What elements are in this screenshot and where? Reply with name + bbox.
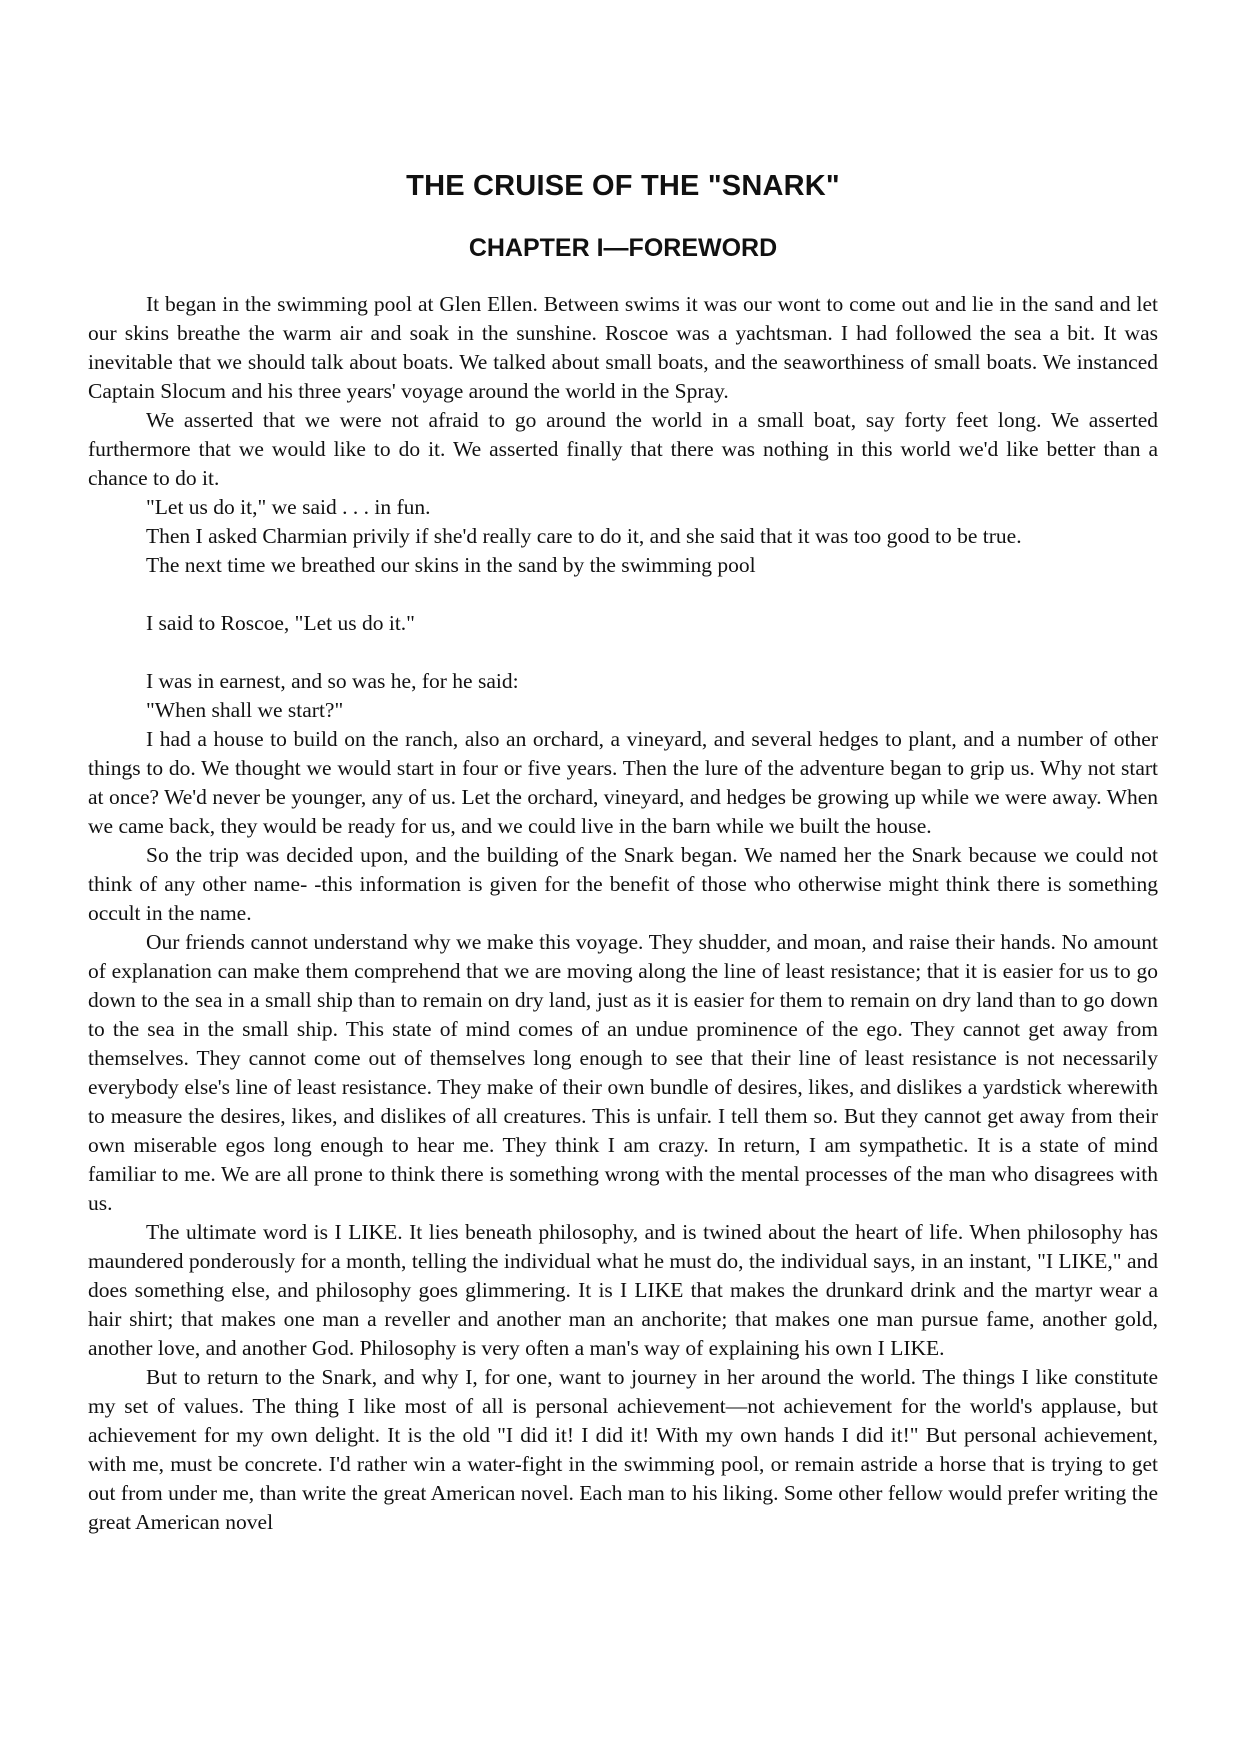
chapter-heading: CHAPTER I—FOREWORD [468,234,778,262]
paragraph: I said to Roscoe, "Let us do it." [146,611,415,635]
paragraph: "Let us do it," we said . . . in fun. [146,495,431,519]
paragraph: The next time we breathed our skins in the sand by the swimming pool [146,553,756,577]
paragraph: I had a house to build on the ranch, also an orchard, a vineyard, and several hedges to plant, and a number of other things to do. We thought we would start in four or five years. Then the lure of the adventure began to grip us. Why not start at once? We'd never be younger, any of us. Let the orchard, vineyard, and hedges be growing up while we were away. When we came back, they would be ready for us, and we could live in the barn while we built the house. [88,727,1158,838]
paragraph: It began in the swimming pool at Glen Ellen. Between swims it was our wont to come out and lie in the sand and let our skins breathe the warm air and soak in the sunshine. Roscoe was a yachtsman. I had followed the sea a bit. It was inevitable that we should talk about boats. We talked about small boats, and the seaworthiness of small boats. We instanced Captain Slocum and his three years' voyage around the world in the Spray. [88,292,1158,403]
book-title: THE CRUISE OF THE "SNARK" [406,170,840,202]
paragraph: So the trip was decided upon, and the building of the Snark began. We named her the Snark because we could not think of any other name- -this information is given for the benefit of those who otherwise might think there is something occult in the name. [88,843,1158,925]
paragraph: Then I asked Charmian privily if she'd really care to do it, and she said that it was too good to be true. [146,524,1022,548]
paragraph: "When shall we start?" [146,698,344,722]
document-page [88,168,1158,1537]
paragraph: We asserted that we were not afraid to go around the world in a small boat, say forty feet long. We asserted furthermore that we would like to do it. We asserted finally that there was nothing in this world we'd like better than a chance to do it. [88,408,1158,490]
paragraph: Our friends cannot understand why we make this voyage. They shudder, and moan, and raise their hands. No amount of explanation can make them comprehend that we are moving along the line of least resistance; that it is easier for us to go down to the sea in a small ship than to remain on dry land, just as it is easier for them to remain on dry land than to go down to the sea in the small ship. This state of mind comes of an undue prominence of the ego. They cannot get away from themselves. They cannot come out of themselves long enough to see that their line of least resistance is not necessarily everybody else's line of least resistance. They make of their own bundle of desires, likes, and dislikes a yardstick wherewith to measure the desires, likes, and dislikes of all creatures. This is unfair. I tell them so. But they cannot get away from their own miserable egos long enough to hear me. They think I am crazy. In return, I am sympathetic. It is a state of mind familiar to me. We are all prone to think there is something wrong with the mental processes of the man who disagrees with us. [88,930,1158,1215]
paragraph: But to return to the Snark, and why I, for one, want to journey in her around the world. The things I like constitute my set of values. The thing I like most of all is personal achievement—not achievement for the world's applause, but achievement for my own delight. It is the old "I did it! I did it! With my own hands I did it!" But personal achievement, with me, must be concrete. I'd rather win a water-fight in the swimming pool, or remain astride a horse that is trying to get out from under me, than write the great American novel. Each man to his liking. Some other fellow would prefer writing the great American novel [88,1365,1158,1534]
paragraph: I was in earnest, and so was he, for he said: [146,669,519,693]
paragraph: The ultimate word is I LIKE. It lies beneath philosophy, and is twined about the heart of life. When philosophy has maundered ponderously for a month, telling the individual what he must do, the individual says, in an instant, "I LIKE," and does something else, and philosophy goes glimmering. It is I LIKE that makes the drunkard drink and the martyr wear a hair shirt; that makes one man a reveller and another man an anchorite; that makes one man pursue fame, another gold, another love, and another God. Philosophy is very often a man's way of explaining his own I LIKE. [88,1220,1158,1360]
body-text [88,290,1158,1537]
